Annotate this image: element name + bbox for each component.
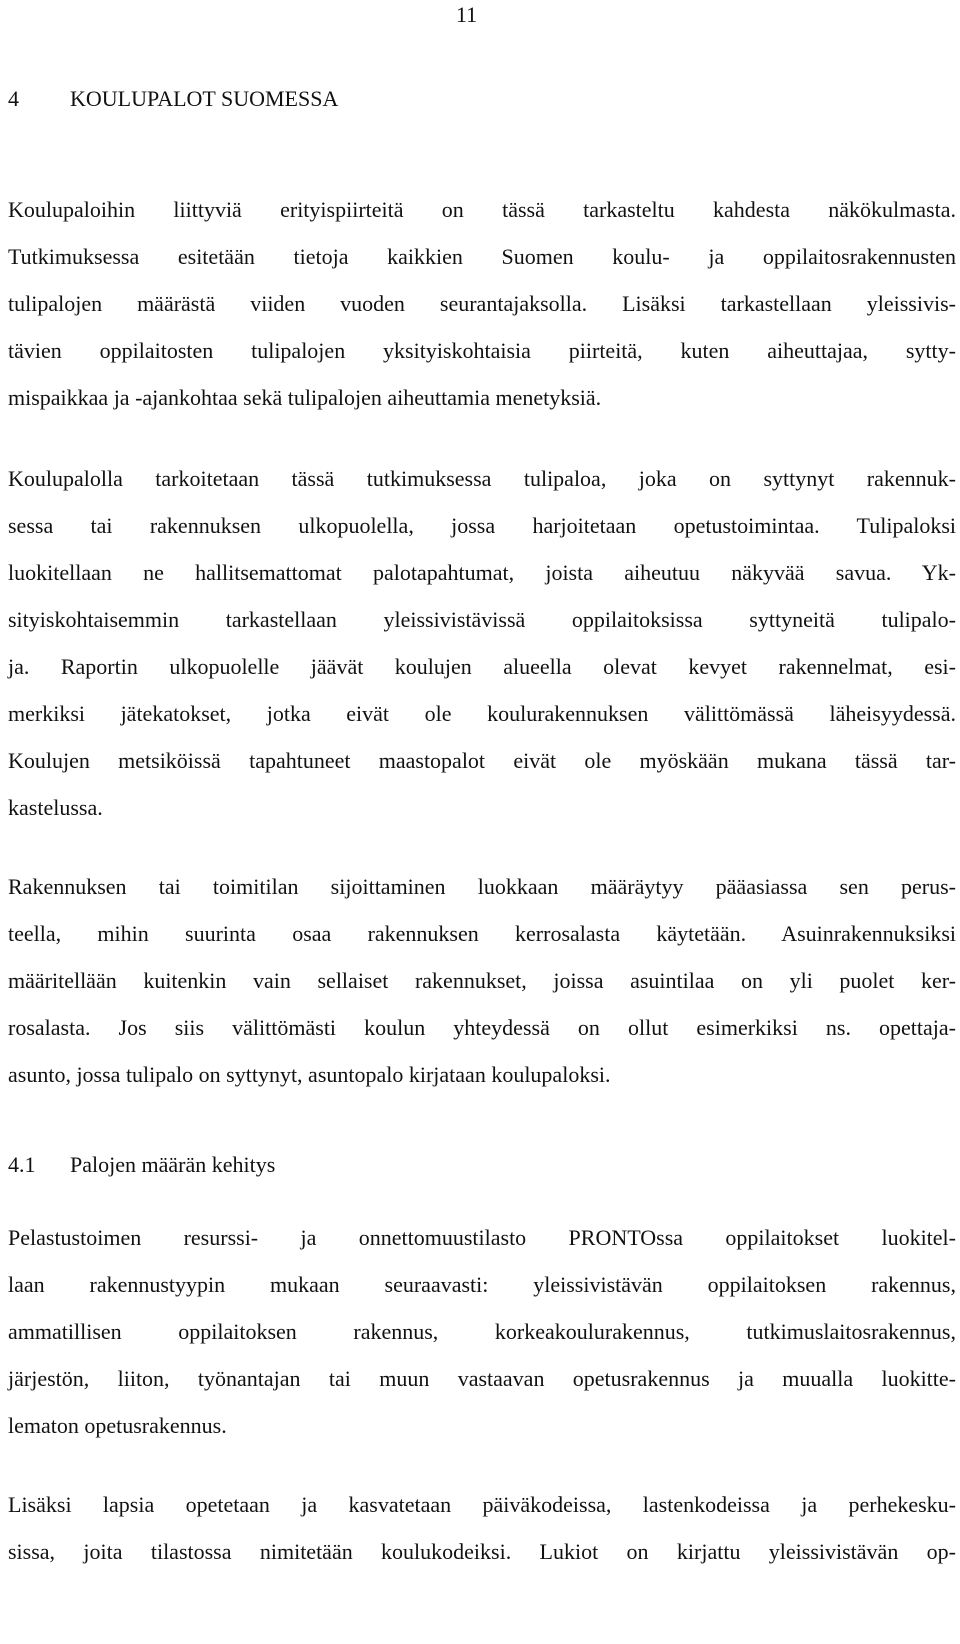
section-heading [8, 1152, 275, 1178]
text-line: laan rakennustyypin mukaan seuraavasti: yleissivistävän oppilaitoksen rakennus, [8, 1272, 956, 1297]
text-line: Koulupaloihin liittyviä erityispiirteitä on tässä tarkasteltu kahdesta näkökulmasta. [8, 197, 956, 222]
text-line: sissa, joita tilastossa nimitetään koulukodeiksi. Lukiot on kirjattu yleissivistävän op- [8, 1539, 956, 1564]
text-line: järjestön, liiton, työnantajan tai muun vastaavan opetusrakennus ja muualla luokitte- [8, 1366, 956, 1391]
section-number: 4.1 [8, 1152, 36, 1177]
text-line: lematon opetusrakennus. [8, 1413, 227, 1438]
text-line: mispaikkaa ja -ajankohtaa sekä tulipalojen aiheuttamia menetyksiä. [8, 385, 602, 410]
chapter-title: KOULUPALOT SUOMESSA [70, 86, 339, 111]
text-line: ja. Raportin ulkopuolelle jäävät koulujen alueella olevat kevyet rakennelmat, esi- [8, 654, 956, 679]
section-title: Palojen määrän kehitys [70, 1152, 276, 1177]
text-line: teella, mihin suurinta osaa rakennuksen kerrosalasta käytetään. Asuinrakennuksiksi [8, 921, 956, 946]
text-line: luokitellaan ne hallitsemattomat palotapahtumat, joista aiheutuu näkyvää savua. Yk- [8, 560, 956, 585]
chapter-heading [8, 86, 338, 112]
text-line: Pelastustoimen resurssi- ja onnettomuustilasto PRONTOssa oppilaitokset luokitel- [8, 1225, 956, 1250]
text-line: rosalasta. Jos siis välittömästi koulun yhteydessä on ollut esimerkiksi ns. opettaja- [8, 1015, 956, 1040]
chapter-number: 4 [8, 86, 19, 111]
text-line: tulipalojen määrästä viiden vuoden seurantajaksolla. Lisäksi tarkastellaan yleissivis- [8, 291, 956, 316]
text-line: ammatillisen oppilaitoksen rakennus, korkeakoulurakennus, tutkimuslaitosrakennus, [8, 1319, 956, 1344]
text-line: Koulupalolla tarkoitetaan tässä tutkimuksessa tulipaloa, joka on syttynyt rakennuk- [8, 466, 956, 491]
text-line: merkiksi jätekatokset, jotka eivät ole koulurakennuksen välittömässä läheisyydessä. [8, 701, 956, 726]
text-line: sessa tai rakennuksen ulkopuolella, jossa harjoitetaan opetustoimintaa. Tulipaloksi [8, 513, 956, 538]
page-number: 11 [456, 2, 478, 27]
text-line: määritellään kuitenkin vain sellaiset rakennukset, joissa asuintilaa on yli puolet ker- [8, 968, 956, 993]
text-line: Koulujen metsiköissä tapahtuneet maastopalot eivät ole myöskään mukana tässä tar- [8, 748, 956, 773]
text-line: Tutkimuksessa esitetään tietoja kaikkien Suomen koulu- ja oppilaitosrakennusten [8, 244, 956, 269]
text-line: Lisäksi lapsia opetetaan ja kasvatetaan päiväkodeissa, lastenkodeissa ja perhekesku- [8, 1492, 956, 1517]
text-line: kastelussa. [8, 795, 103, 820]
text-line: asunto, jossa tulipalo on syttynyt, asuntopalo kirjataan koulupaloksi. [8, 1062, 611, 1087]
text-line: tävien oppilaitosten tulipalojen yksityiskohtaisia piirteitä, kuten aiheuttajaa, sytty- [8, 338, 956, 363]
text-line: sityiskohtaisemmin tarkastellaan yleissivistävissä oppilaitoksissa syttyneitä tulipalo- [8, 607, 956, 632]
text-line: Rakennuksen tai toimitilan sijoittaminen luokkaan määräytyy pääasiassa sen perus- [8, 874, 956, 899]
